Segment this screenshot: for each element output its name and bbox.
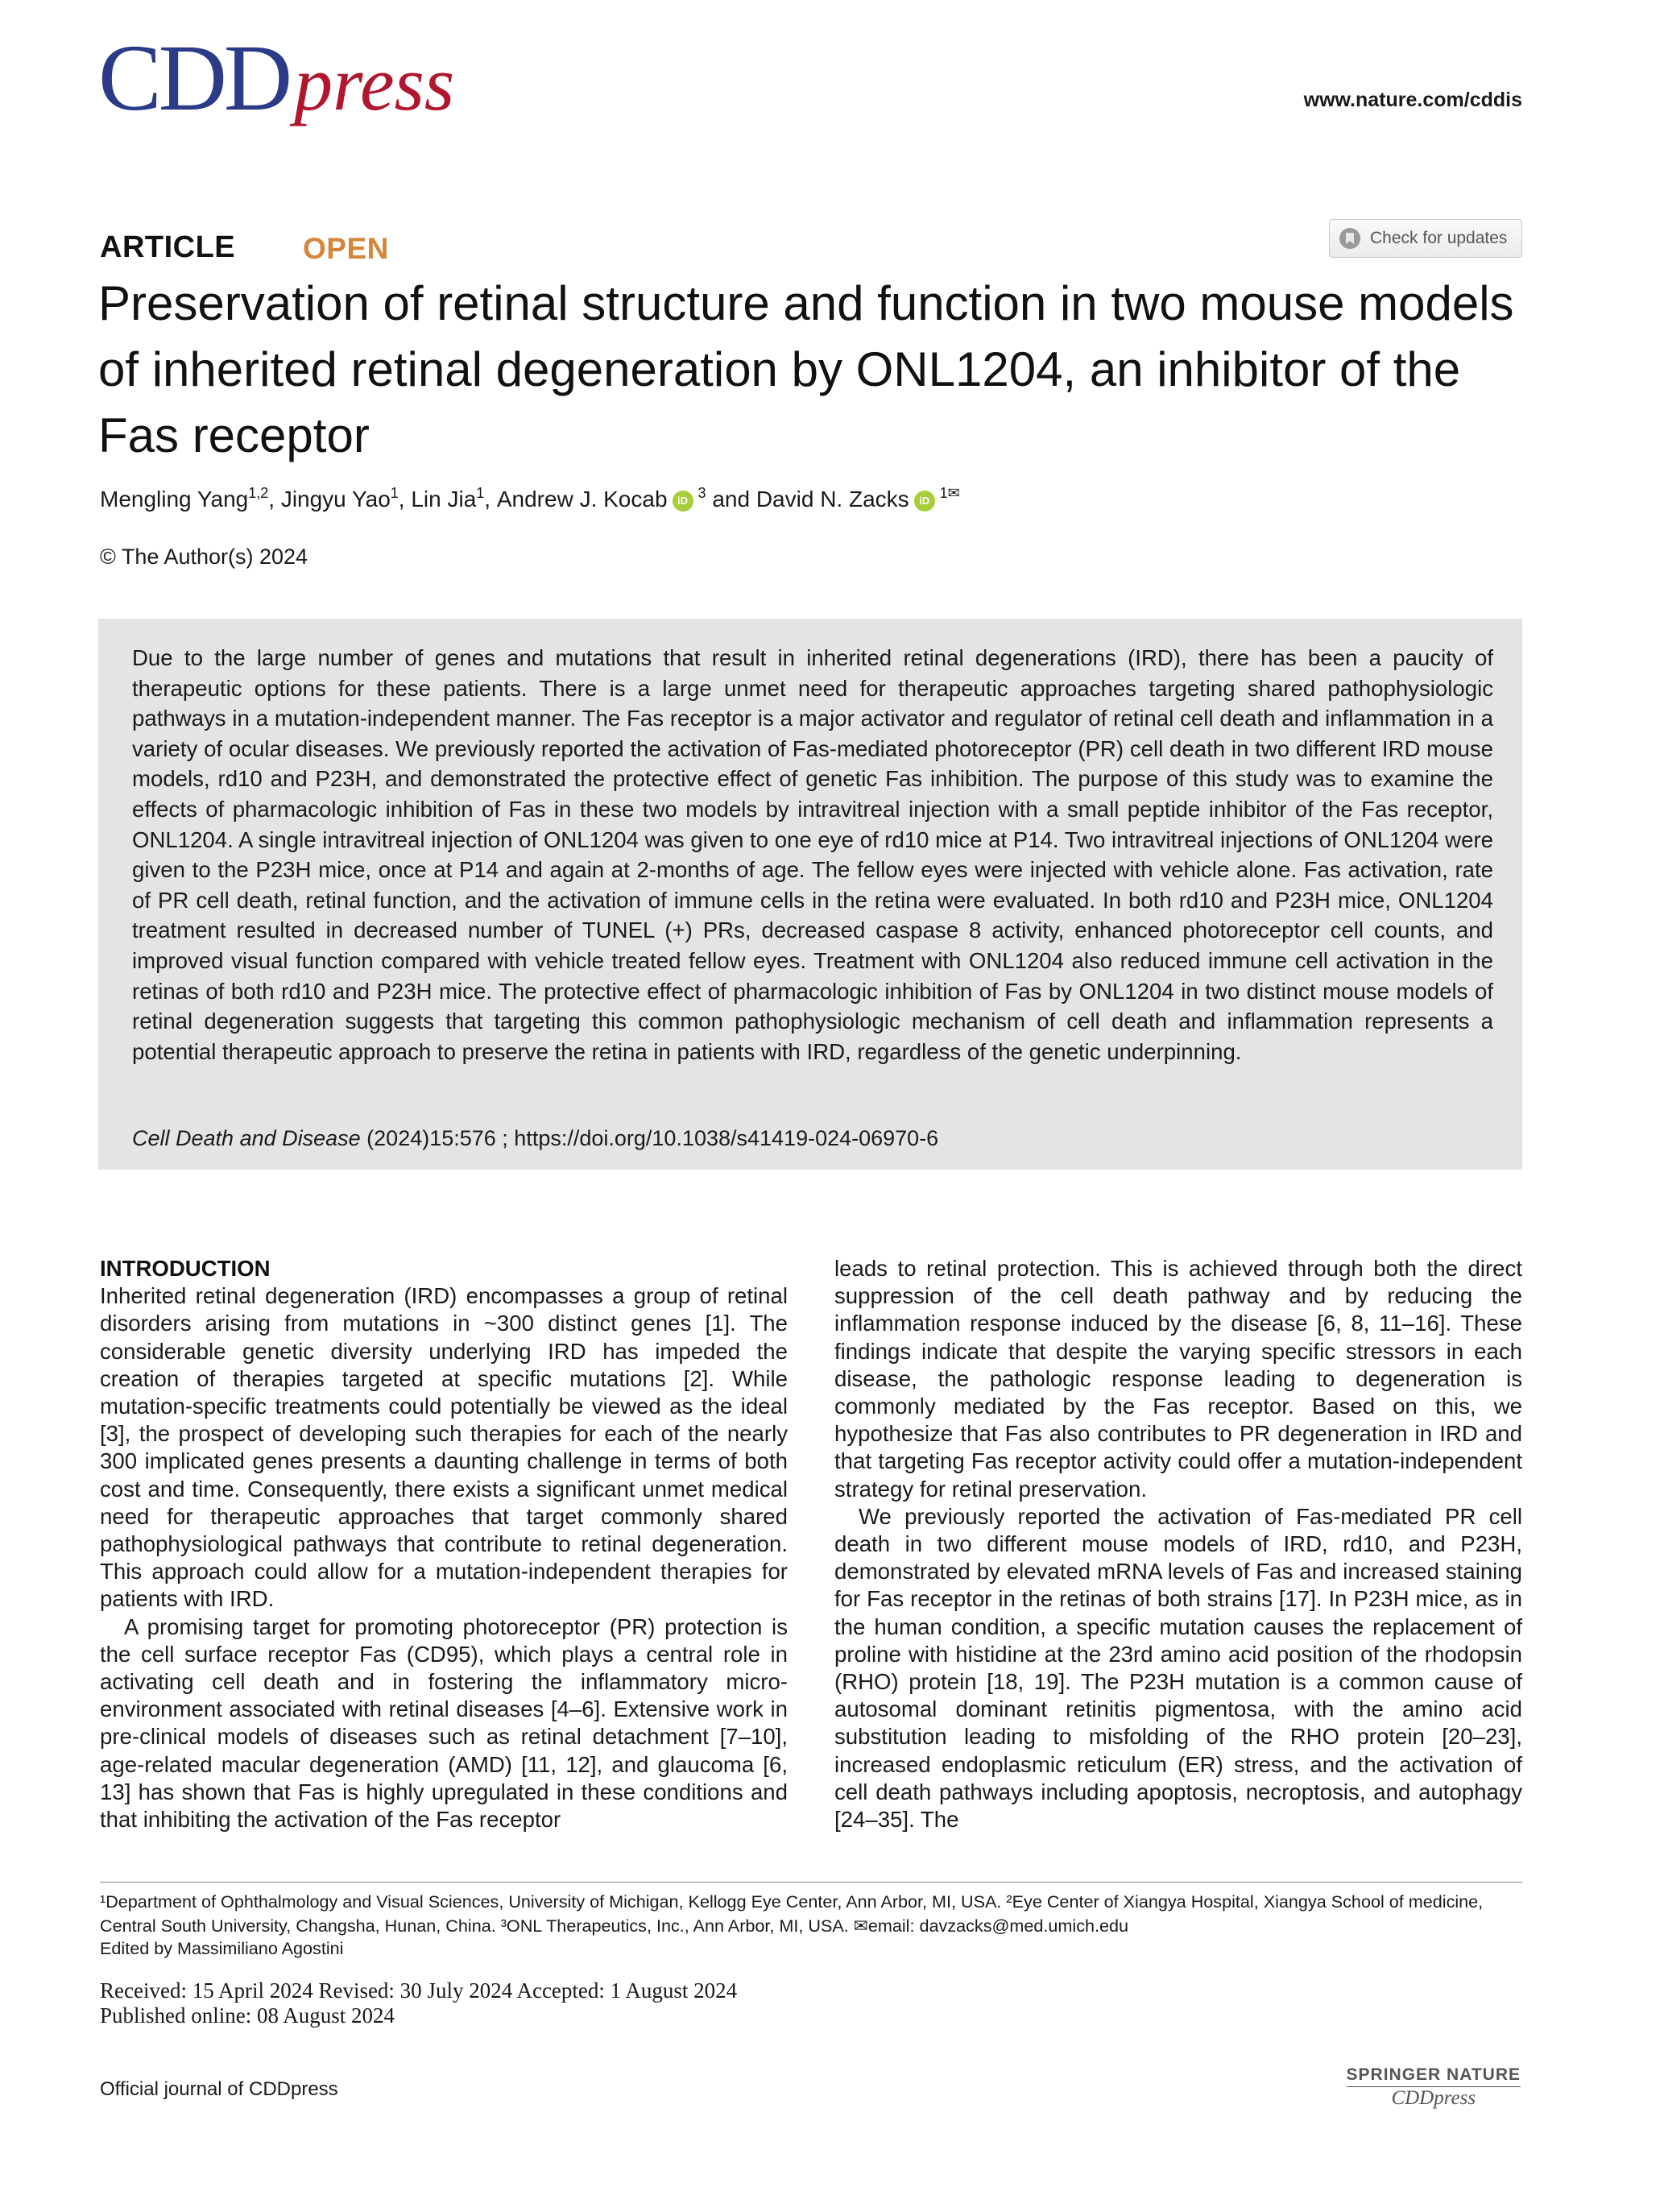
citation-line (132, 1126, 938, 1151)
author-separator: and (706, 487, 756, 512)
logo-press: press (294, 40, 455, 126)
article-dates (100, 1978, 737, 2028)
springer-nature-logo (1347, 2065, 1521, 2110)
body-column-right (834, 1255, 1522, 1833)
author-list (100, 484, 960, 512)
affiliations: ¹Department of Ophthalmology and Visual Sciences, University of Michigan, Kellogg Eye Center, Ann Arbor, MI, USA. ²Eye Center of Xiangya Hospital, Xiangya School of medicine, Central South University, Changsha, Hunan, China. ³ONL Therapeutics, Inc., Ann Arbor, MI, USA. ✉email: davzacks@med.umich.edu (100, 1891, 1484, 1936)
abstract-text: Due to the large number of genes and mutations that result in inherited retinal degenerations (IRD), there has been a paucity of therapeutic options for these patients. There is a large unmet need for therapeutic approaches targeting shared pathophysiologic pathways in a mutation-independent manner. The Fas receptor is a major activator and regulator of retinal cell death and inflammation in a variety of ocular diseases. We previously reported the activation of Fas-mediated photoreceptor (PR) cell death in two different IRD mouse models, rd10 and P23H, and demonstrated the protective effect of genetic Fas inhibition. The purpose of this study was to examine the effects of pharmacologic inhibition of Fas in these two models by intravitreal injection with a small peptide inhibitor of the Fas receptor, ONL1204. A single intravitreal injection of ONL1204 was given to one eye of rd10 mice at P14. Two intravitreal injections of ONL1204 were given to the P23H mice, once at P14 and again at 2-months of age. The fellow eyes were injected with vehicle alone. Fas activation, rate of PR cell death, retinal function, and the activation of immune cells in the retina were evaluated. In both rd10 and P23H mice, ONL1204 treatment resulted in decreased number of TUNEL (+) PRs, decreased caspase 8 activity, enhanced photoreceptor cell counts, and improved visual function compared with vehicle treated fellow eyes. Treatment with ONL1204 also reduced immune cell activation in the retinas of both rd10 and P23H mice. The protective effect of pharmacologic inhibition of Fas by ONL1204 in two distinct mouse models of retinal degeneration suggests that targeting this common pathophysiologic mechanism of cell death and inflammation represents a potential therapeutic approach to preserve the retina in patients with IRD, regardless of the genetic underpinning. (132, 645, 1493, 1064)
author-affiliation: 1,2 (248, 484, 269, 501)
author-name[interactable]: Andrew J. Kocab (496, 487, 668, 512)
springer-nature-text: SPRINGER NATURE (1347, 2065, 1521, 2087)
author-affiliation: 3 (697, 484, 706, 501)
official-journal: Official journal of CDDpress (100, 2078, 338, 2100)
author-name[interactable]: Lin Jia (411, 487, 477, 512)
author-name[interactable]: Jingyu Yao (280, 487, 391, 512)
author-separator: , (398, 487, 412, 512)
body-paragraph: We previously reported the activation of Fas-mediated PR cell death in two different mouse models of IRD, rd10, and P23H, demonstrated by elevated mRNA levels of Fas and increased staining for Fas receptor in the retinas of both strains [17]. In P23H mice, as in the human condition, a specific mutation causes the replacement of proline with histidine at the 23rd amino acid position of the rhodopsin (RHO) protein [18, 19]. The P23H mutation is a common cause of autosomal dominant retinitis pigmentosa, with the amino acid substitution leading to misfolding of the RHO protein [20–23], increased endoplasmic reticulum (ER) stress, and the activation of cell death pathways including apoptosis, necroptosis, and autophagy [24–35]. The (834, 1503, 1522, 1833)
author-affiliation: 1 (476, 484, 485, 501)
article-title: Preservation of retinal structure and function in two mouse models of inherited retinal degeneration by ONL1204, an inhibitor of the Fas receptor (98, 276, 1514, 462)
author-separator: , (484, 487, 497, 512)
edited-by: Edited by Massimiliano Agostini (100, 1938, 344, 1958)
section-heading: INTRODUCTION (100, 1256, 271, 1281)
author-affiliation: 1 (390, 484, 399, 501)
published-date: Published online: 08 August 2024 (100, 2003, 395, 2028)
bookmark-icon (1338, 226, 1362, 251)
logo-cdd: CDD (98, 25, 290, 130)
journal-url-link[interactable]: www.nature.com/cddis (1303, 89, 1522, 111)
journal-logo (98, 25, 455, 135)
citation-details[interactable]: (2024)15:576 ; https://doi.org/10.1038/s41419-024-06970-6 (360, 1126, 939, 1150)
check-for-updates-button[interactable] (1329, 219, 1522, 258)
author-name[interactable]: Mengling Yang (100, 487, 249, 512)
footnote-divider (100, 1882, 1522, 1883)
body-column-left (100, 1255, 788, 1833)
check-for-updates-label: Check for updates (1370, 229, 1508, 247)
received-dates: Received: 15 April 2024 Revised: 30 July 2024 Accepted: 1 August 2024 (100, 1978, 738, 2003)
author-name[interactable]: David N. Zacks (755, 487, 909, 512)
author-separator: , (268, 487, 281, 512)
body-paragraph: Inherited retinal degeneration (IRD) encompasses a group of retinal disorders arising from mutations in ~300 distinct genes [1]. The considerable genetic diversity underlying IRD has impeded the creation of therapies targeted at specific mutations [2]. While mutation-specific treatments could potentially be viewed as the ideal [3], the prospect of developing such therapies for each of the nearly 300 implicated genes presents a daunting challenge in terms of both cost and time. Consequently, there exists a significant unmet medical need for therapeutic approaches that target commonly shared pathophysiological pathways that contribute to retinal degeneration. This approach could allow for a mutation-independent therapies for patients with IRD. (100, 1283, 788, 1612)
cddpress-text: CDDpress (1391, 2087, 1476, 2109)
open-access-label: OPEN (303, 232, 389, 265)
article-type-label: ARTICLE (100, 230, 236, 264)
citation-journal: Cell Death and Disease (132, 1126, 361, 1150)
orcid-icon[interactable]: iD (914, 491, 935, 512)
copyright: © The Author(s) 2024 (100, 545, 308, 569)
body-paragraph: A promising target for promoting photoreceptor (PR) protection is the cell surface receptor Fas (CD95), which plays a central role in activating cell death and in fostering the inflammatory micro-environment associated with retinal diseases [4–6]. Extensive work in pre-clinical models of diseases such as retinal detachment [7–10], age-related macular degeneration (AMD) [11, 12], and glaucoma [6, 13] has shown that Fas is highly upregulated in these conditions and that inhibiting the activation of the Fas receptor (100, 1613, 788, 1833)
body-paragraph: leads to retinal protection. This is achieved through both the direct suppression of the cell death pathway and by reducing the inflammation response induced by the disease [6, 8, 11–16]. These findings indicate that despite the varying specific stressors in each disease, the pathologic response leading to degeneration is commonly mediated by the Fas receptor. Based on this, we hypothesize that Fas also contributes to PR degeneration in IRD and that targeting Fas receptor activity could offer a mutation-independent strategy for retinal preservation. (834, 1256, 1522, 1502)
email-icon[interactable]: ✉ (947, 484, 960, 501)
orcid-icon[interactable]: iD (673, 491, 693, 512)
author-affiliation: 1 (939, 484, 948, 501)
